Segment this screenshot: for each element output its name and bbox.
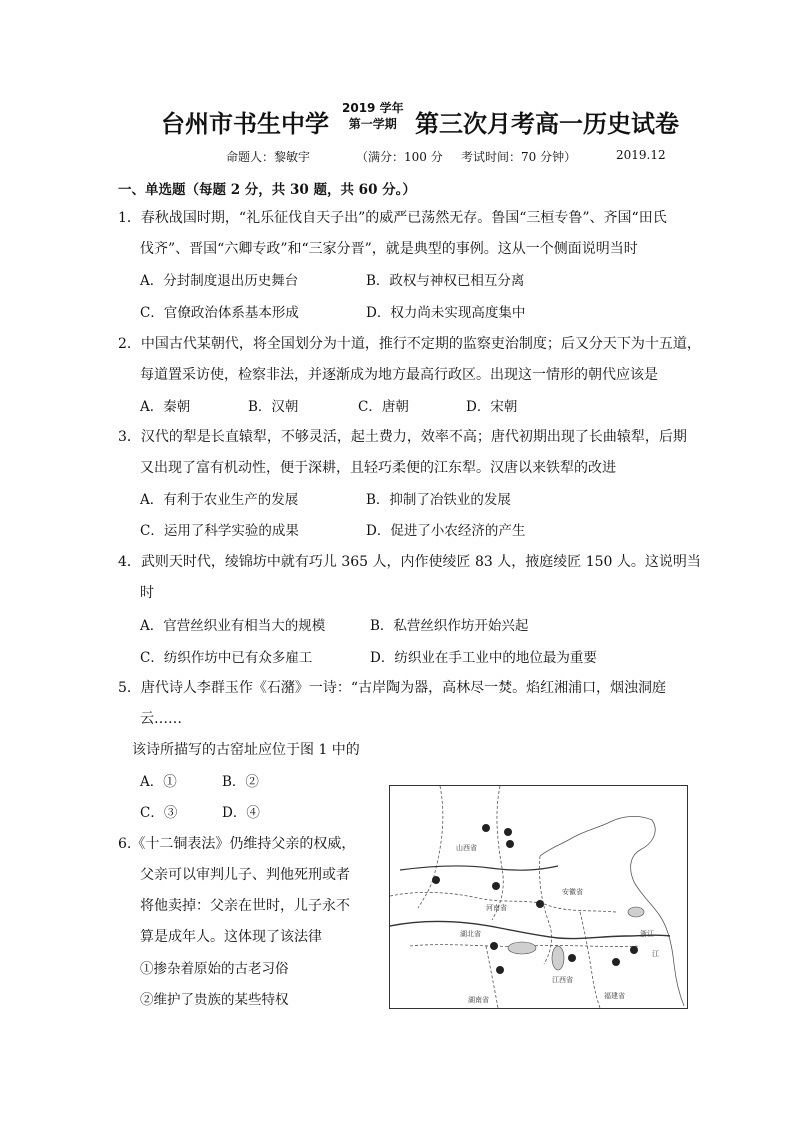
yellow-river [400,866,558,870]
kiln-marker [630,946,638,954]
author-line: 命题人：黎敏宇 [226,150,311,164]
question-2-option-d: D．宋朝 [466,399,518,415]
title-exam: 第三次月考高一历史试卷 [415,110,679,138]
kiln-marker [496,966,504,974]
kiln-marker [612,958,620,966]
question-3-line-2: 又出现了富有机动性，便于深耕，且轻巧柔便的江东犁。汉唐以来铁犁的改进 [140,460,616,476]
dongting-lake [508,942,536,954]
question-3-option-d: D．促进了小农经济的产生 [366,523,526,539]
exam-date: 2019.12 [616,148,666,162]
title-school: 台州市书生中学 [161,110,329,138]
question-3-option-c: C．运用了科学实验的成果 [140,523,299,539]
section-heading: 一、单选题（每题 2 分，共 30 题，共 60 分。） [118,182,416,198]
map-label-anhui: 安徽省 [562,888,583,896]
question-6-option-1: ①掺杂着原始的古老习俗 [140,961,289,977]
title-semester: 第一学期 [348,117,397,131]
question-6-option-2: ②维护了贵族的某些特权 [140,992,289,1008]
question-6-line-1: 6.《十二铜表法》仍维持父亲的权威， [118,836,356,852]
map-label-hunan: 湖南省 [468,996,489,1004]
question-6-line-3: 将他卖掉：父亲在世时，儿子永不 [140,898,350,914]
question-5-option-b: B．② [222,774,259,790]
map-label-jiang: 江 [652,950,659,958]
border-line-2 [492,786,503,920]
title-term-stack [342,100,404,132]
map-svg [390,786,687,1008]
question-1-option-c: C．官僚政治体系基本形成 [140,305,299,321]
question-5-line-2: 云…… [140,711,182,727]
question-1-line-2: 伐齐”、晋国“六卿专政”和“三家分晋”，就是典型的事例。这从一个侧面说明当时 [140,241,638,257]
map-label-henan: 河南省 [486,904,507,912]
map-label-jiangxi: 江西省 [552,976,573,984]
kiln-marker [568,954,576,962]
question-6-line-2: 父亲可以审判儿子、判他死刑或者 [140,867,350,883]
question-4-option-c: C．纺织作坊中已有众多雇工 [140,650,313,666]
question-5-option-a: A．① [140,774,177,790]
map-figure [389,785,688,1009]
tai-lake [628,907,644,917]
map-label-fujian: 福建省 [604,992,625,1000]
question-1-option-d: D．权力尚未实现高度集中 [366,305,526,321]
question-3-line-1: 3．汉代的犁是长直辕犁，不够灵活，起土费力，效率不高；唐代初期出现了长曲辕犁，后期 [118,429,687,445]
yangtze-river [390,922,670,939]
title-year: 2019 学年 [342,101,404,115]
question-1-option-a: A．分封制度退出历史舞台 [140,273,299,289]
question-5-option-c: C．③ [140,805,178,821]
question-2-option-c: C．唐朝 [358,399,409,415]
map-label-zhejiang: 浙江 [640,930,654,938]
question-2-option-b: B．汉朝 [248,399,299,415]
kiln-marker [490,942,498,950]
kiln-marker [482,824,490,832]
question-5-option-d: D．④ [222,805,260,821]
question-4-line-2: 时 [140,585,154,601]
kiln-marker [506,840,514,848]
border-line-4 [539,856,551,964]
question-3-option-a: A．有利于农业生产的发展 [140,492,299,508]
kiln-marker [504,828,512,836]
map-label-shanxi: 山西省 [456,844,477,852]
question-4-option-d: D．纺织业在手工业中的地位最为重要 [370,650,597,666]
question-4-line-1: 4．武则天时代，绫锦坊中就有巧儿 365 人，内作使绫匠 83 人，掖庭绫匠 150 人。这说明当 [118,554,701,570]
question-4-option-b: B．私营丝织作坊开始兴起 [370,618,529,634]
full-score: （满分：100 分 [356,150,443,164]
kiln-marker [432,876,440,884]
question-2-line-1: 2．中国古代某朝代，将全国划分为十道，推行不定期的监察吏治制度；后又分天下为十五道， [118,336,701,352]
border-line-1 [418,786,443,908]
question-4-option-a: A．官营丝织业有相当大的规模 [140,618,326,634]
border-line-6 [580,912,600,1008]
map-label-hubei: 湖北省 [460,930,481,938]
kiln-marker [536,900,544,908]
question-6-line-4: 算是成年人。这体现了该法律 [140,929,322,945]
kiln-marker [492,882,500,890]
question-2-option-a: A．秦朝 [140,399,191,415]
question-2-line-2: 每道置采访使，检察非法，并逐渐成为地方最高行政区。出现这一情形的朝代应该是 [140,367,658,383]
question-5-line-1: 5．唐代诗人李群玉作《石潴》一诗：“古岸陶为器，高林尽一焚。焰红湘浦口，烟浊洞庭 [118,680,667,696]
question-3-option-b: B．抑制了冶铁业的发展 [366,492,511,508]
question-5-line-3: 该诗所描写的古窑址应位于图 1 中的 [132,742,360,758]
poyang-lake [552,946,564,970]
exam-time: 考试时间：70 分钟） [461,150,577,164]
question-1-line-1: 1．春秋战国时期，“礼乐征伐自天子出”的威严已荡然无存。鲁国“三桓专鲁”、齐国“田氏 [118,210,667,226]
question-1-option-b: B．政权与神权已相互分离 [366,273,525,289]
